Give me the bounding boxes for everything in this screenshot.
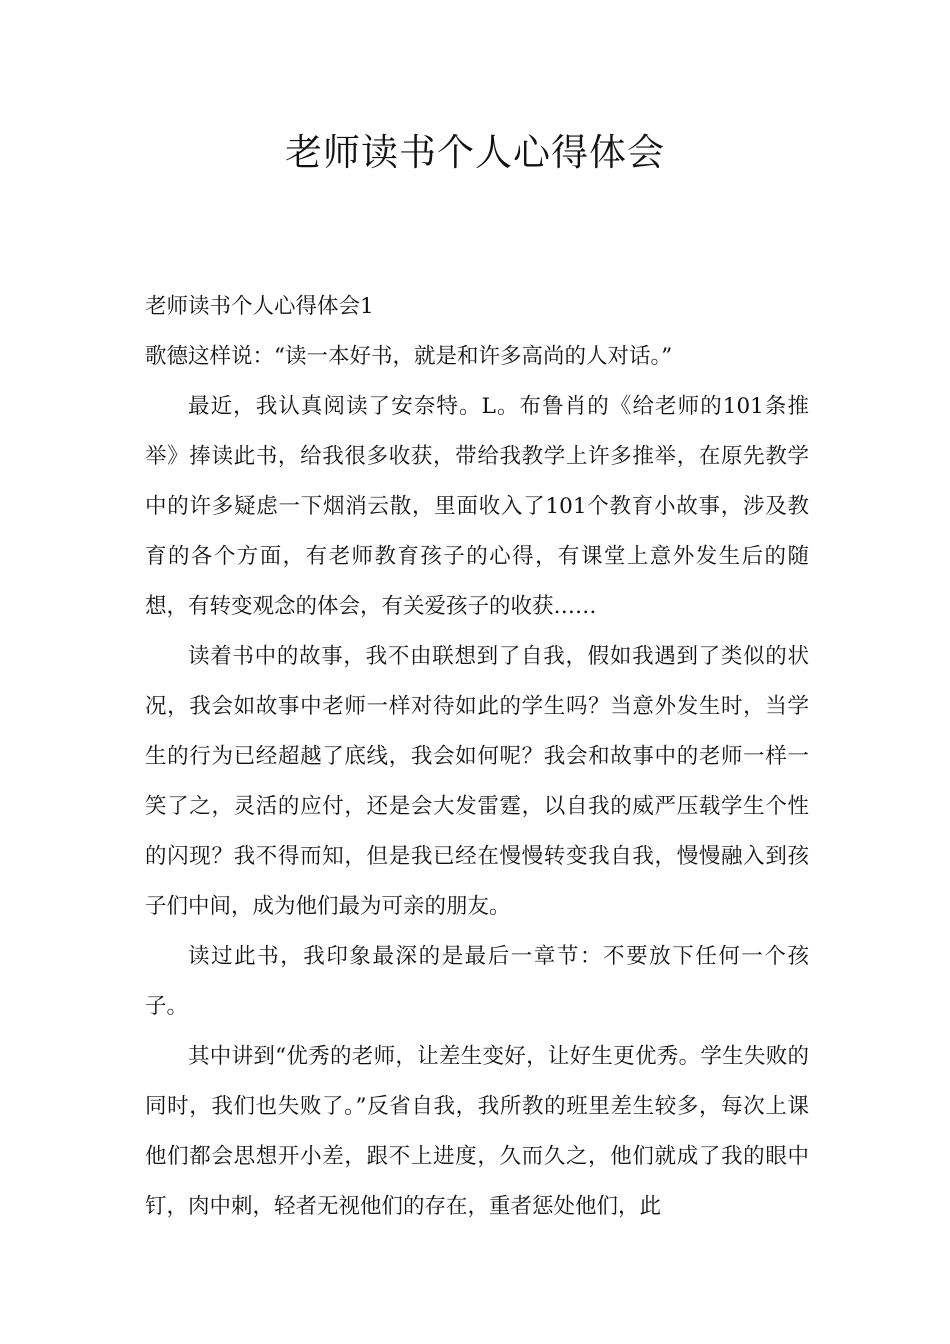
- document-body: [145, 282, 809, 1232]
- document-title: 老师读书个人心得体会: [285, 131, 665, 174]
- paragraph-quote: 歌德这样说：“读一本好书，就是和许多高尚的人对话。”: [145, 344, 673, 369]
- paragraph: 其中讲到“优秀的老师，让差生变好，让好生更优秀。学生失败的同时，我们也失败了。”反省自我，我所教的班里差生较多，每次上课他们都会思想开小差，跟不上进度，久而久之，他们就成了我的眼中钉，肉中刺，轻者无视他们的存在，重者惩处他们，此: [145, 1044, 809, 1219]
- paragraph: 最近，我认真阅读了安奈特。L。布鲁肖的《给老师的101条推举》捧读此书，给我很多收获，带给我教学上许多推举，在原先教学中的许多疑虑一下烟消云散，里面收入了101个教育小故事，涉及教育的各个方面，有老师教育孩子的心得，有课堂上意外发生后的随想，有转变观念的体会，有关爱孩子的收获……: [145, 394, 809, 619]
- section-heading: 老师读书个人心得体会1: [145, 294, 374, 319]
- paragraph: 读过此书，我印象最深的是最后一章节：不要放下任何一个孩子。: [145, 944, 809, 1019]
- paragraph: 读着书中的故事，我不由联想到了自我，假如我遇到了类似的状况，我会如故事中老师一样对待如此的学生吗？当意外发生时，当学生的行为已经超越了底线，我会如何呢？我会和故事中的老师一样一笑了之，灵活的应付，还是会大发雷霆，以自我的威严压载学生个性的闪现？我不得而知，但是我已经在慢慢转变我自我，慢慢融入到孩子们中间，成为他们最为可亲的朋友。: [145, 644, 809, 919]
